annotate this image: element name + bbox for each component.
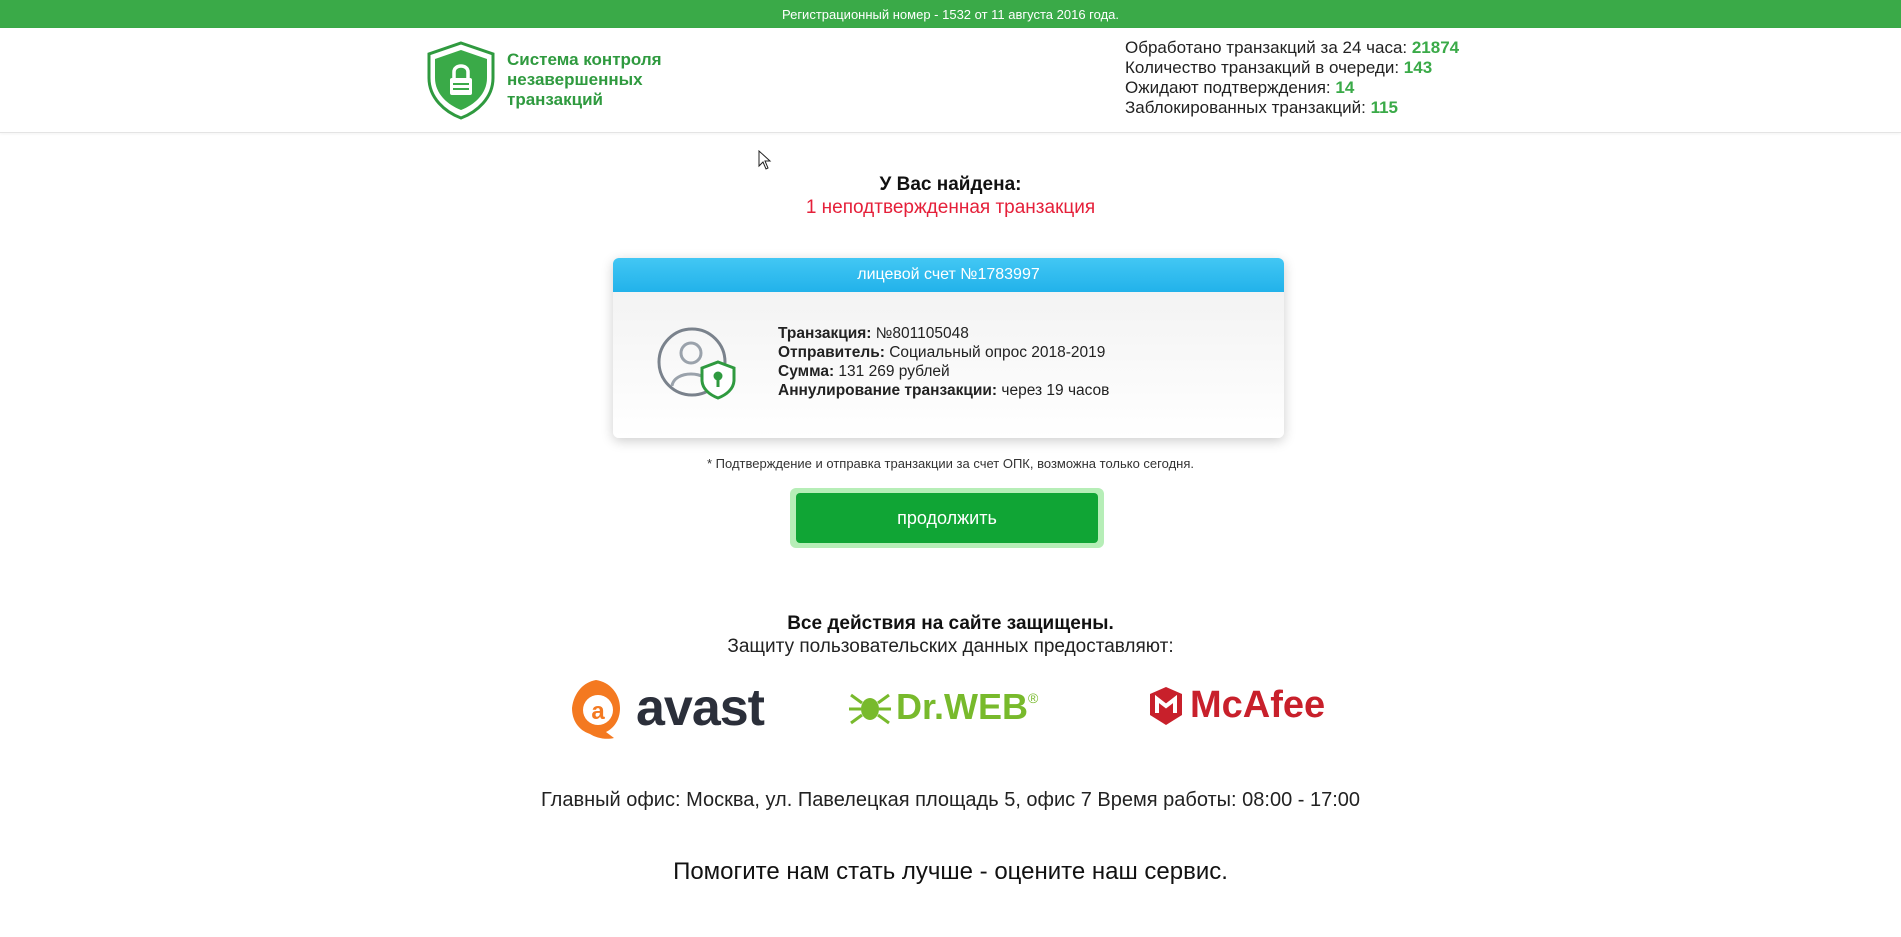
stat-value: 115 [1370,98,1398,117]
mcafee-wordmark: McAfee [1190,684,1326,726]
amount-value: 131 269 рублей [834,363,950,380]
mcafee-shield-icon [1148,685,1184,727]
stat-pending [1125,78,1459,98]
stat-value: 143 [1403,58,1433,77]
continue-button-wrapper [790,488,1104,548]
transaction-row [778,324,1109,343]
found-title: У Вас найдена: [879,174,1022,195]
security-notice [0,612,1901,658]
avast-icon [566,676,630,740]
found-notice [0,174,1901,220]
rate-service-text: Помогите нам стать лучше - оцените наш сервис. [673,858,1228,885]
sender-label: Отправитель: [778,344,885,361]
office-address: Главный офис: Москва, ул. Павелецкая площадь 5, офис 7 Время работы: 08:00 - 17:00 [540,789,1361,811]
stat-blocked [1125,98,1459,118]
mcafee-logo [1148,684,1325,727]
continue-button[interactable]: продолжить [796,493,1098,543]
stat-value: 14 [1335,78,1355,97]
stat-processed [1125,38,1459,58]
sender-value: Социальный опрос 2018-2019 [884,344,1106,361]
account-number: лицевой счет №1783997 [857,266,1040,283]
transaction-stats [1125,38,1459,118]
drweb-registered-mark: ® [1028,690,1039,706]
amount-row [778,362,1109,381]
cancel-label: Аннулирование транзакции: [778,382,998,399]
registration-text: Регистрационный номер - 1532 от 11 августа 2016 года. [781,6,1119,22]
mouse-cursor-icon [758,150,772,170]
stat-value: 21874 [1411,38,1460,57]
svg-text:a: a [591,698,605,725]
avast-wordmark: avast [636,679,764,737]
security-title: Все действия на сайте защищены. [787,613,1114,634]
stat-queue [1125,58,1459,78]
stat-label: Ожидают подтверждения: [1125,78,1336,97]
cancel-value: через 19 часов [997,382,1110,399]
transaction-details-panel [613,292,1284,438]
avast-logo [566,676,764,740]
security-subtitle: Защиту пользовательских данных предоставляют: [727,636,1174,657]
transaction-value: №801105048 [871,325,969,342]
amount-label: Сумма: [778,363,835,380]
drweb-spider-icon [848,687,892,727]
stat-label: Заблокированных транзакций: [1125,98,1371,117]
registration-bar [0,0,1901,28]
drweb-logo [848,686,1038,728]
user-shield-icon [656,326,740,402]
account-header [613,258,1284,292]
cancel-row [778,381,1109,400]
transaction-card [613,258,1284,438]
shield-lock-icon [425,40,497,120]
header [0,28,1901,133]
logo [425,40,677,120]
sender-row [778,343,1109,362]
found-count: 1 неподтвержденная транзакция [805,197,1096,218]
transaction-details [778,324,1109,400]
transaction-label: Транзакция: [778,325,872,342]
stat-label: Обработано транзакций за 24 часа: [1125,38,1412,57]
stat-label: Количество транзакций в очереди: [1125,58,1404,77]
partner-logos [0,672,1901,742]
confirmation-note: * Подтверждение и отправка транзакции за счет ОПК, возможна только сегодня. [707,456,1194,471]
drweb-wordmark: Dr.WEB [896,686,1029,727]
logo-text: Система контроля незавершенных транзакций [507,50,662,109]
